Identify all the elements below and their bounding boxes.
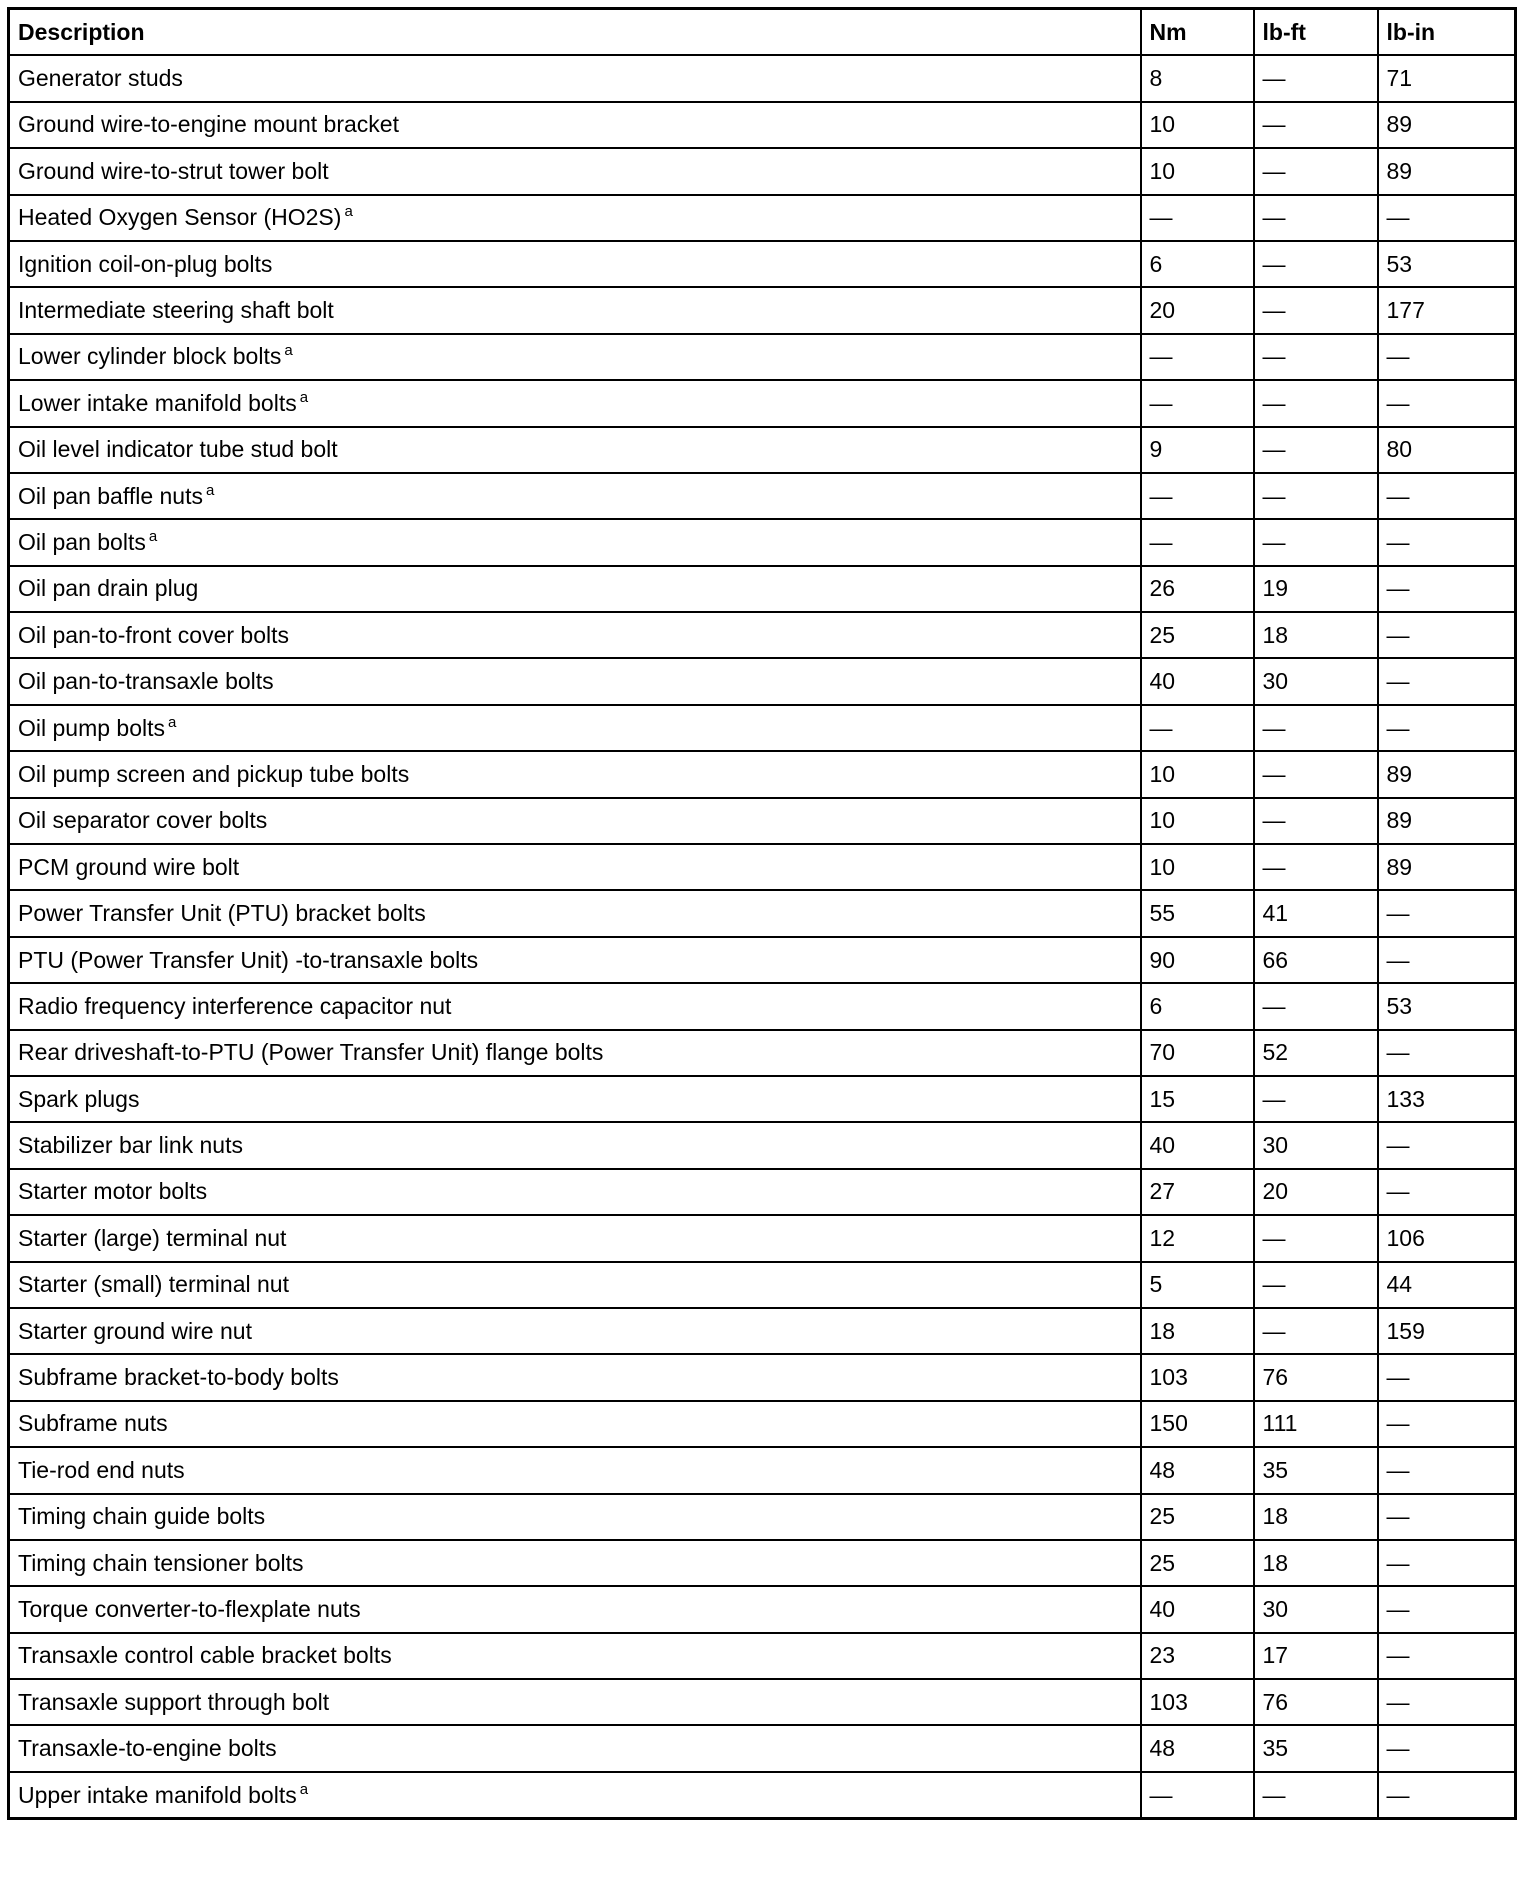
cell-lbin: 89: [1378, 148, 1516, 194]
cell-lbft: —: [1254, 334, 1378, 380]
header-lbin: lb-in: [1378, 9, 1516, 56]
cell-description: [9, 937, 1141, 983]
table-row: [9, 148, 1516, 194]
cell-lbin: 89: [1378, 102, 1516, 148]
description-text: Subframe nuts: [18, 1410, 168, 1437]
cell-description: [9, 102, 1141, 148]
cell-lbin: —: [1378, 1679, 1516, 1725]
cell-lbin: —: [1378, 658, 1516, 704]
table-row: [9, 937, 1516, 983]
cell-lbft: —: [1254, 983, 1378, 1029]
cell-nm: 25: [1141, 1494, 1254, 1540]
description-text: Upper intake manifold bolts: [18, 1781, 297, 1808]
cell-description: [9, 519, 1141, 565]
cell-description: [9, 566, 1141, 612]
description-text: Oil pump screen and pickup tube bolts: [18, 760, 410, 787]
cell-lbft: —: [1254, 55, 1378, 101]
cell-nm: 40: [1141, 658, 1254, 704]
cell-nm: 5: [1141, 1262, 1254, 1308]
cell-lbft: 111: [1254, 1401, 1378, 1447]
description-text: Oil pump bolts: [18, 714, 166, 741]
cell-lbft: —: [1254, 1308, 1378, 1354]
cell-description: [9, 55, 1141, 101]
cell-nm: —: [1141, 334, 1254, 380]
cell-lbft: 35: [1254, 1725, 1378, 1771]
description-text: Oil pan drain plug: [18, 575, 199, 602]
description-text: Oil pan-to-front cover bolts: [18, 621, 290, 648]
table-row: [9, 195, 1516, 241]
description-text: Transaxle control cable bracket bolts: [18, 1642, 392, 1669]
table-row: [9, 1076, 1516, 1122]
description-text: Timing chain guide bolts: [18, 1503, 266, 1530]
cell-lbft: —: [1254, 519, 1378, 565]
cell-description: [9, 1215, 1141, 1261]
description-text: Oil separator cover bolts: [18, 807, 268, 834]
cell-nm: 103: [1141, 1679, 1254, 1725]
cell-lbft: 17: [1254, 1633, 1378, 1679]
description-text: Rear driveshaft-to-PTU (Power Transfer Unit) flange bolts: [18, 1039, 604, 1066]
footnote-marker: a: [284, 342, 293, 360]
header-nm: Nm: [1141, 9, 1254, 56]
cell-lbin: —: [1378, 937, 1516, 983]
cell-nm: 20: [1141, 287, 1254, 333]
cell-nm: 48: [1141, 1447, 1254, 1493]
cell-description: [9, 1540, 1141, 1586]
cell-nm: 25: [1141, 612, 1254, 658]
cell-lbft: —: [1254, 1772, 1378, 1819]
description-text: PTU (Power Transfer Unit) -to-transaxle bolts: [18, 946, 479, 973]
cell-nm: —: [1141, 195, 1254, 241]
cell-lbft: 30: [1254, 658, 1378, 704]
description-text: Oil pan bolts: [18, 528, 146, 555]
cell-lbft: 30: [1254, 1122, 1378, 1168]
table-row: [9, 334, 1516, 380]
cell-lbin: —: [1378, 1540, 1516, 1586]
cell-nm: —: [1141, 380, 1254, 426]
cell-nm: 90: [1141, 937, 1254, 983]
cell-lbin: —: [1378, 1586, 1516, 1632]
table-row: [9, 1679, 1516, 1725]
table-row: [9, 658, 1516, 704]
table-row: [9, 1772, 1516, 1819]
description-text: Starter motor bolts: [18, 1178, 208, 1205]
cell-lbin: —: [1378, 519, 1516, 565]
table-row: [9, 1633, 1516, 1679]
table-row: [9, 566, 1516, 612]
cell-lbin: —: [1378, 566, 1516, 612]
table-row: [9, 705, 1516, 751]
cell-description: [9, 1447, 1141, 1493]
description-text: Starter (small) terminal nut: [18, 1271, 289, 1298]
footnote-marker: a: [344, 203, 353, 221]
description-text: Starter ground wire nut: [18, 1317, 252, 1344]
table-row: [9, 751, 1516, 797]
cell-lbft: —: [1254, 195, 1378, 241]
table-row: [9, 1354, 1516, 1400]
description-text: Subframe bracket-to-body bolts: [18, 1364, 339, 1391]
cell-lbft: —: [1254, 705, 1378, 751]
cell-nm: 48: [1141, 1725, 1254, 1771]
cell-description: [9, 334, 1141, 380]
cell-lbin: —: [1378, 1354, 1516, 1400]
table-row: [9, 1540, 1516, 1586]
cell-lbft: —: [1254, 287, 1378, 333]
cell-lbin: 159: [1378, 1308, 1516, 1354]
cell-description: [9, 751, 1141, 797]
cell-lbin: —: [1378, 1169, 1516, 1215]
cell-description: [9, 1633, 1141, 1679]
cell-lbft: 20: [1254, 1169, 1378, 1215]
table-row: [9, 890, 1516, 936]
cell-lbin: 89: [1378, 798, 1516, 844]
cell-lbin: 80: [1378, 427, 1516, 473]
cell-description: [9, 287, 1141, 333]
cell-description: [9, 1169, 1141, 1215]
cell-lbft: —: [1254, 473, 1378, 519]
description-text: Starter (large) terminal nut: [18, 1224, 287, 1251]
table-row: [9, 473, 1516, 519]
cell-lbin: —: [1378, 1494, 1516, 1540]
cell-lbft: 19: [1254, 566, 1378, 612]
cell-description: [9, 473, 1141, 519]
cell-description: [9, 1076, 1141, 1122]
cell-nm: 8: [1141, 55, 1254, 101]
table-row: [9, 1494, 1516, 1540]
cell-description: [9, 1586, 1141, 1632]
table-row: [9, 1262, 1516, 1308]
cell-lbin: —: [1378, 1447, 1516, 1493]
header-row: [9, 9, 1516, 56]
cell-nm: 40: [1141, 1122, 1254, 1168]
cell-lbft: 18: [1254, 1540, 1378, 1586]
cell-description: [9, 798, 1141, 844]
cell-lbin: —: [1378, 1633, 1516, 1679]
description-text: Oil pan-to-transaxle bolts: [18, 668, 274, 695]
cell-nm: 23: [1141, 1633, 1254, 1679]
cell-nm: 40: [1141, 1586, 1254, 1632]
cell-description: [9, 1030, 1141, 1076]
cell-description: [9, 844, 1141, 890]
cell-description: [9, 1679, 1141, 1725]
footnote-marker: a: [205, 481, 215, 499]
cell-lbft: 18: [1254, 1494, 1378, 1540]
cell-nm: 15: [1141, 1076, 1254, 1122]
cell-lbft: 66: [1254, 937, 1378, 983]
table-row: [9, 102, 1516, 148]
description-text: Transaxle support through bolt: [18, 1688, 330, 1715]
cell-nm: —: [1141, 705, 1254, 751]
table-row: [9, 1122, 1516, 1168]
cell-description: [9, 1725, 1141, 1771]
cell-nm: 10: [1141, 751, 1254, 797]
cell-nm: —: [1141, 519, 1254, 565]
cell-nm: 27: [1141, 1169, 1254, 1215]
cell-lbin: 44: [1378, 1262, 1516, 1308]
cell-lbin: 71: [1378, 55, 1516, 101]
cell-lbin: —: [1378, 612, 1516, 658]
description-text: Oil pan baffle nuts: [18, 482, 203, 509]
cell-description: [9, 148, 1141, 194]
cell-nm: —: [1141, 473, 1254, 519]
cell-lbin: —: [1378, 1401, 1516, 1447]
cell-lbft: —: [1254, 1076, 1378, 1122]
cell-lbft: —: [1254, 844, 1378, 890]
description-text: Stabilizer bar link nuts: [18, 1132, 243, 1159]
cell-description: [9, 890, 1141, 936]
cell-lbft: 52: [1254, 1030, 1378, 1076]
table-body: [9, 55, 1516, 1818]
cell-description: [9, 1262, 1141, 1308]
table-row: [9, 1169, 1516, 1215]
cell-lbin: 53: [1378, 983, 1516, 1029]
cell-description: [9, 705, 1141, 751]
description-text: Ground wire-to-strut tower bolt: [18, 157, 329, 184]
cell-description: [9, 612, 1141, 658]
footnote-marker: a: [168, 713, 177, 731]
cell-nm: 25: [1141, 1540, 1254, 1586]
cell-lbft: —: [1254, 427, 1378, 473]
table-row: [9, 1586, 1516, 1632]
cell-lbin: —: [1378, 1725, 1516, 1771]
cell-lbin: —: [1378, 890, 1516, 936]
table-row: [9, 1401, 1516, 1447]
cell-nm: 70: [1141, 1030, 1254, 1076]
cell-nm: 6: [1141, 983, 1254, 1029]
cell-lbft: —: [1254, 798, 1378, 844]
cell-lbin: 106: [1378, 1215, 1516, 1261]
table-row: [9, 427, 1516, 473]
cell-lbin: —: [1378, 334, 1516, 380]
cell-description: [9, 241, 1141, 287]
cell-description: [9, 1122, 1141, 1168]
table-row: [9, 612, 1516, 658]
table-row: [9, 1725, 1516, 1771]
table-row: [9, 798, 1516, 844]
cell-lbin: 177: [1378, 287, 1516, 333]
description-text: Torque converter-to-flexplate nuts: [18, 1595, 361, 1622]
cell-nm: 26: [1141, 566, 1254, 612]
cell-lbft: 18: [1254, 612, 1378, 658]
table-row: [9, 983, 1516, 1029]
cell-nm: 6: [1141, 241, 1254, 287]
table-row: [9, 519, 1516, 565]
description-text: Timing chain tensioner bolts: [18, 1549, 304, 1576]
cell-description: [9, 1401, 1141, 1447]
table-row: [9, 1308, 1516, 1354]
cell-lbft: 41: [1254, 890, 1378, 936]
description-text: Radio frequency interference capacitor nut: [18, 992, 452, 1019]
cell-lbft: —: [1254, 380, 1378, 426]
cell-lbft: —: [1254, 102, 1378, 148]
cell-description: [9, 1354, 1141, 1400]
table-row: [9, 1215, 1516, 1261]
cell-nm: 9: [1141, 427, 1254, 473]
description-text: Power Transfer Unit (PTU) bracket bolts: [18, 900, 426, 927]
header-lbft: lb-ft: [1254, 9, 1378, 56]
cell-lbin: —: [1378, 1030, 1516, 1076]
table-row: [9, 1447, 1516, 1493]
footnote-marker: a: [299, 1780, 309, 1798]
cell-lbft: 76: [1254, 1679, 1378, 1725]
table-row: [9, 287, 1516, 333]
cell-description: [9, 195, 1141, 241]
cell-lbin: 89: [1378, 844, 1516, 890]
cell-description: [9, 658, 1141, 704]
cell-lbft: 35: [1254, 1447, 1378, 1493]
table-row: [9, 844, 1516, 890]
description-text: Generator studs: [18, 65, 183, 92]
table-row: [9, 380, 1516, 426]
cell-lbft: —: [1254, 148, 1378, 194]
description-text: Ignition coil-on-plug bolts: [18, 250, 273, 277]
cell-nm: 10: [1141, 148, 1254, 194]
cell-lbft: 76: [1254, 1354, 1378, 1400]
cell-nm: 150: [1141, 1401, 1254, 1447]
cell-lbft: —: [1254, 751, 1378, 797]
cell-lbft: —: [1254, 1262, 1378, 1308]
cell-lbin: 89: [1378, 751, 1516, 797]
torque-spec-table: [7, 7, 1517, 1820]
description-text: Heated Oxygen Sensor (HO2S): [18, 204, 342, 231]
cell-lbin: —: [1378, 1772, 1516, 1819]
footnote-marker: a: [148, 527, 158, 545]
description-text: Ground wire-to-engine mount bracket: [18, 111, 399, 138]
table-row: [9, 55, 1516, 101]
cell-nm: 10: [1141, 844, 1254, 890]
table-row: [9, 1030, 1516, 1076]
table-row: [9, 241, 1516, 287]
cell-nm: 55: [1141, 890, 1254, 936]
cell-nm: 12: [1141, 1215, 1254, 1261]
cell-description: [9, 983, 1141, 1029]
description-text: Oil level indicator tube stud bolt: [18, 436, 338, 463]
cell-lbft: —: [1254, 241, 1378, 287]
cell-description: [9, 1494, 1141, 1540]
description-text: Lower intake manifold bolts: [18, 389, 297, 416]
cell-nm: 10: [1141, 798, 1254, 844]
cell-nm: 10: [1141, 102, 1254, 148]
cell-lbin: 133: [1378, 1076, 1516, 1122]
cell-nm: —: [1141, 1772, 1254, 1819]
header-description: Description: [9, 9, 1141, 56]
cell-description: [9, 1308, 1141, 1354]
description-text: Lower cylinder block bolts: [18, 343, 282, 370]
description-text: Transaxle-to-engine bolts: [18, 1735, 277, 1762]
footnote-marker: a: [299, 388, 309, 406]
cell-lbin: 53: [1378, 241, 1516, 287]
cell-nm: 103: [1141, 1354, 1254, 1400]
description-text: Tie-rod end nuts: [18, 1456, 185, 1483]
description-text: Spark plugs: [18, 1085, 140, 1112]
cell-lbft: —: [1254, 1215, 1378, 1261]
cell-description: [9, 380, 1141, 426]
cell-lbft: 30: [1254, 1586, 1378, 1632]
cell-lbin: —: [1378, 380, 1516, 426]
cell-description: [9, 1772, 1141, 1819]
cell-description: [9, 427, 1141, 473]
cell-lbin: —: [1378, 473, 1516, 519]
cell-lbin: —: [1378, 1122, 1516, 1168]
cell-lbin: —: [1378, 705, 1516, 751]
cell-nm: 18: [1141, 1308, 1254, 1354]
description-text: Intermediate steering shaft bolt: [18, 297, 334, 324]
cell-lbin: —: [1378, 195, 1516, 241]
description-text: PCM ground wire bolt: [18, 853, 240, 880]
